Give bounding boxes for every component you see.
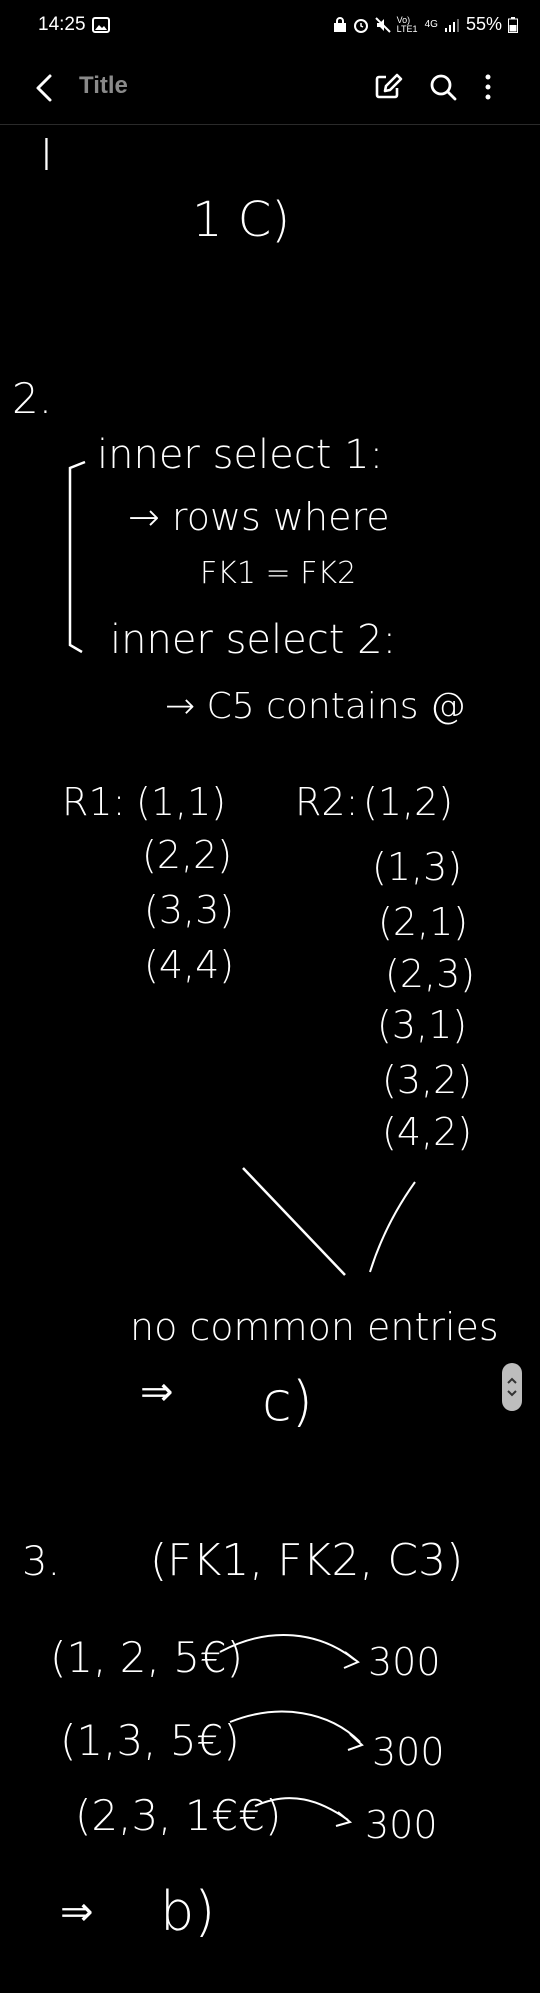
- r2-row: (1,2): [363, 780, 454, 824]
- no-common-entries: no common entries: [130, 1305, 499, 1349]
- more-vertical-icon[interactable]: [476, 68, 500, 106]
- search-icon[interactable]: [425, 68, 461, 106]
- strike-line: [243, 1168, 345, 1275]
- tuple-result: 300: [368, 1640, 441, 1684]
- network-label: 4G: [424, 19, 438, 30]
- section1-number: I: [40, 130, 53, 181]
- tuple-row: (1,3, 5€): [60, 1716, 240, 1765]
- tuple-row: (2,3, 1€€): [75, 1791, 282, 1840]
- inner-select-2: inner select 2:: [110, 617, 397, 663]
- r1-row: (3,3): [144, 888, 235, 932]
- lock-icon: [333, 17, 347, 33]
- strike-line: [370, 1182, 415, 1272]
- signal-icon: [444, 18, 460, 32]
- chevron-left-icon[interactable]: [30, 70, 62, 106]
- chevron-up-down-icon: [502, 1363, 522, 1411]
- arrow-curve: [230, 1712, 362, 1750]
- tuple-row: (1, 2, 5€): [50, 1633, 244, 1682]
- status-time: 14:25: [38, 14, 86, 35]
- carrier-label: Vo) LTE1: [396, 14, 418, 34]
- tuple-result: 300: [365, 1803, 438, 1847]
- section3-number: 3.: [22, 1539, 61, 1585]
- c5-contains: → C5 contains @: [165, 686, 466, 727]
- section3-answer: b): [160, 1880, 216, 1943]
- r1-label: R1:: [62, 780, 126, 824]
- r2-label: R2:: [295, 780, 359, 824]
- note-canvas[interactable]: [0, 125, 540, 1993]
- battery-percent: 55%: [465, 14, 502, 34]
- r2-row: (1,3): [372, 845, 463, 889]
- r1-row: (4,4): [144, 943, 235, 987]
- r1-row: (2,2): [142, 833, 233, 877]
- section2-number: 2.: [12, 374, 53, 423]
- rows-where: → rows where: [128, 495, 390, 539]
- mute-icon: [375, 17, 391, 33]
- section2-answer: c): [262, 1370, 313, 1433]
- r2-row: (2,1): [378, 900, 469, 944]
- page-title[interactable]: Title: [79, 72, 128, 99]
- section3-header: (FK1, FK2, C3): [150, 1535, 464, 1586]
- inner-select-1: inner select 1:: [97, 432, 384, 478]
- tuple-result: 300: [372, 1730, 445, 1774]
- implies-arrow: ⇒: [60, 1889, 94, 1935]
- status-bar: [0, 0, 540, 52]
- battery-icon: [508, 17, 518, 33]
- section1-answer: 1 C): [192, 192, 291, 248]
- scroll-handle[interactable]: [502, 1363, 522, 1411]
- r2-row: (3,1): [377, 1003, 468, 1047]
- pen-square-icon[interactable]: [370, 68, 406, 106]
- alarm-icon: [353, 17, 369, 33]
- implies-arrow: ⇒: [140, 1369, 174, 1415]
- r2-row: (3,2): [382, 1058, 473, 1102]
- fk-condition: FK1 = FK2: [200, 556, 357, 591]
- app-bar: [0, 52, 540, 125]
- r2-row: (2,3): [385, 952, 476, 996]
- r2-row: (4,2): [382, 1110, 473, 1154]
- gallery-icon: [92, 17, 110, 33]
- r1-row: (1,1): [136, 780, 227, 824]
- status-right: [333, 14, 518, 35]
- bracket-line: [70, 462, 85, 652]
